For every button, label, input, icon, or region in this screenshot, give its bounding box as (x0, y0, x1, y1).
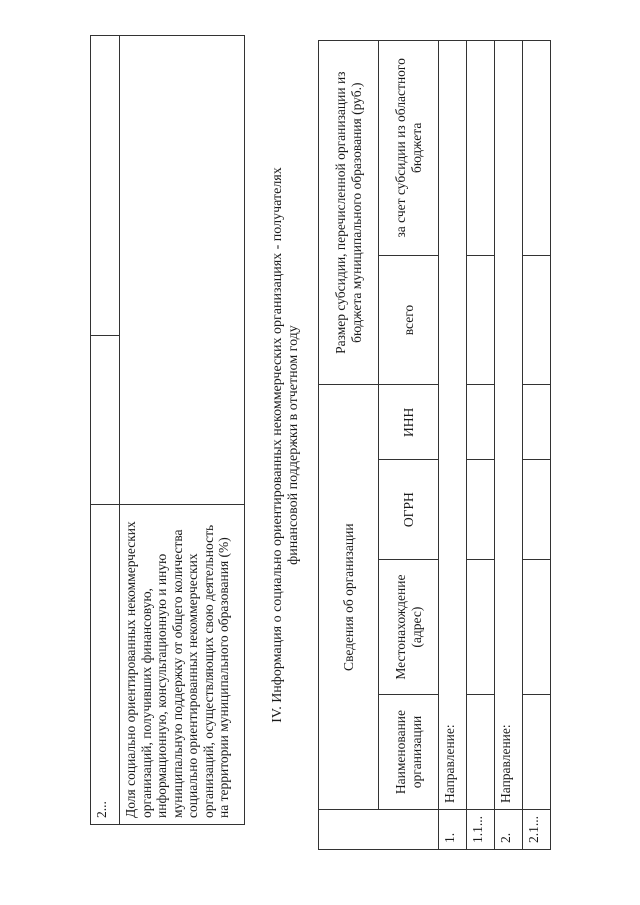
table-cell (523, 385, 551, 460)
table-cell (523, 695, 551, 810)
section-title: IV. Информация о социально ориентированных некоммерческих организациях - получателях финансовой поддержки в отчетном году (270, 167, 301, 723)
table-cell (467, 695, 495, 810)
number-header (319, 810, 439, 850)
table-row (523, 41, 551, 850)
indicator-label: Доля социально ориентированных некоммерческих организаций, получивших финансовую, информационную, консультационную и иную муниципальную поддержку от общего количества социально ориентированных некоммерческих организаций, осуществляющих свою деятельность на территории муниципального образования (%) (120, 505, 245, 825)
table-cell (467, 41, 495, 256)
indicator-row (120, 36, 245, 825)
indicator-value (91, 335, 120, 505)
table-cell (523, 41, 551, 256)
indicator-table (90, 35, 245, 825)
table-row (439, 41, 467, 850)
column-header: всего (379, 255, 439, 385)
column-header: Наименование организации (379, 695, 439, 810)
row-number: 1. (439, 810, 467, 850)
row-number: 2. (495, 810, 523, 850)
column-header: за счет субсидии из областного бюджета (379, 41, 439, 256)
column-header: ОГРН (379, 460, 439, 560)
indicator-label: 2... (91, 505, 120, 825)
table-cell (467, 255, 495, 385)
direction-label: Направление: (495, 41, 523, 810)
subsidy-header: Размер субсидии, перечисленной организации из бюджета муниципального образования (руб.) (319, 41, 379, 385)
table-cell (523, 460, 551, 560)
table-cell (523, 255, 551, 385)
org-info-header: Сведения об организации (319, 385, 379, 810)
table-row (495, 41, 523, 850)
table-cell (467, 460, 495, 560)
indicator-row (91, 36, 120, 825)
direction-label: Направление: (439, 41, 467, 810)
table-cell (467, 385, 495, 460)
table-row (467, 41, 495, 850)
table-header-row (319, 41, 379, 850)
column-header: Местонахождение (адрес) (379, 560, 439, 695)
recipients-table (318, 40, 551, 850)
row-number: 1.1... (467, 810, 495, 850)
indicator-value (120, 36, 245, 505)
table-header-row (379, 41, 439, 850)
table-cell (523, 560, 551, 695)
column-header: ИНН (379, 385, 439, 460)
table-cell (467, 560, 495, 695)
indicator-value (91, 36, 120, 336)
row-number: 2.1... (523, 810, 551, 850)
